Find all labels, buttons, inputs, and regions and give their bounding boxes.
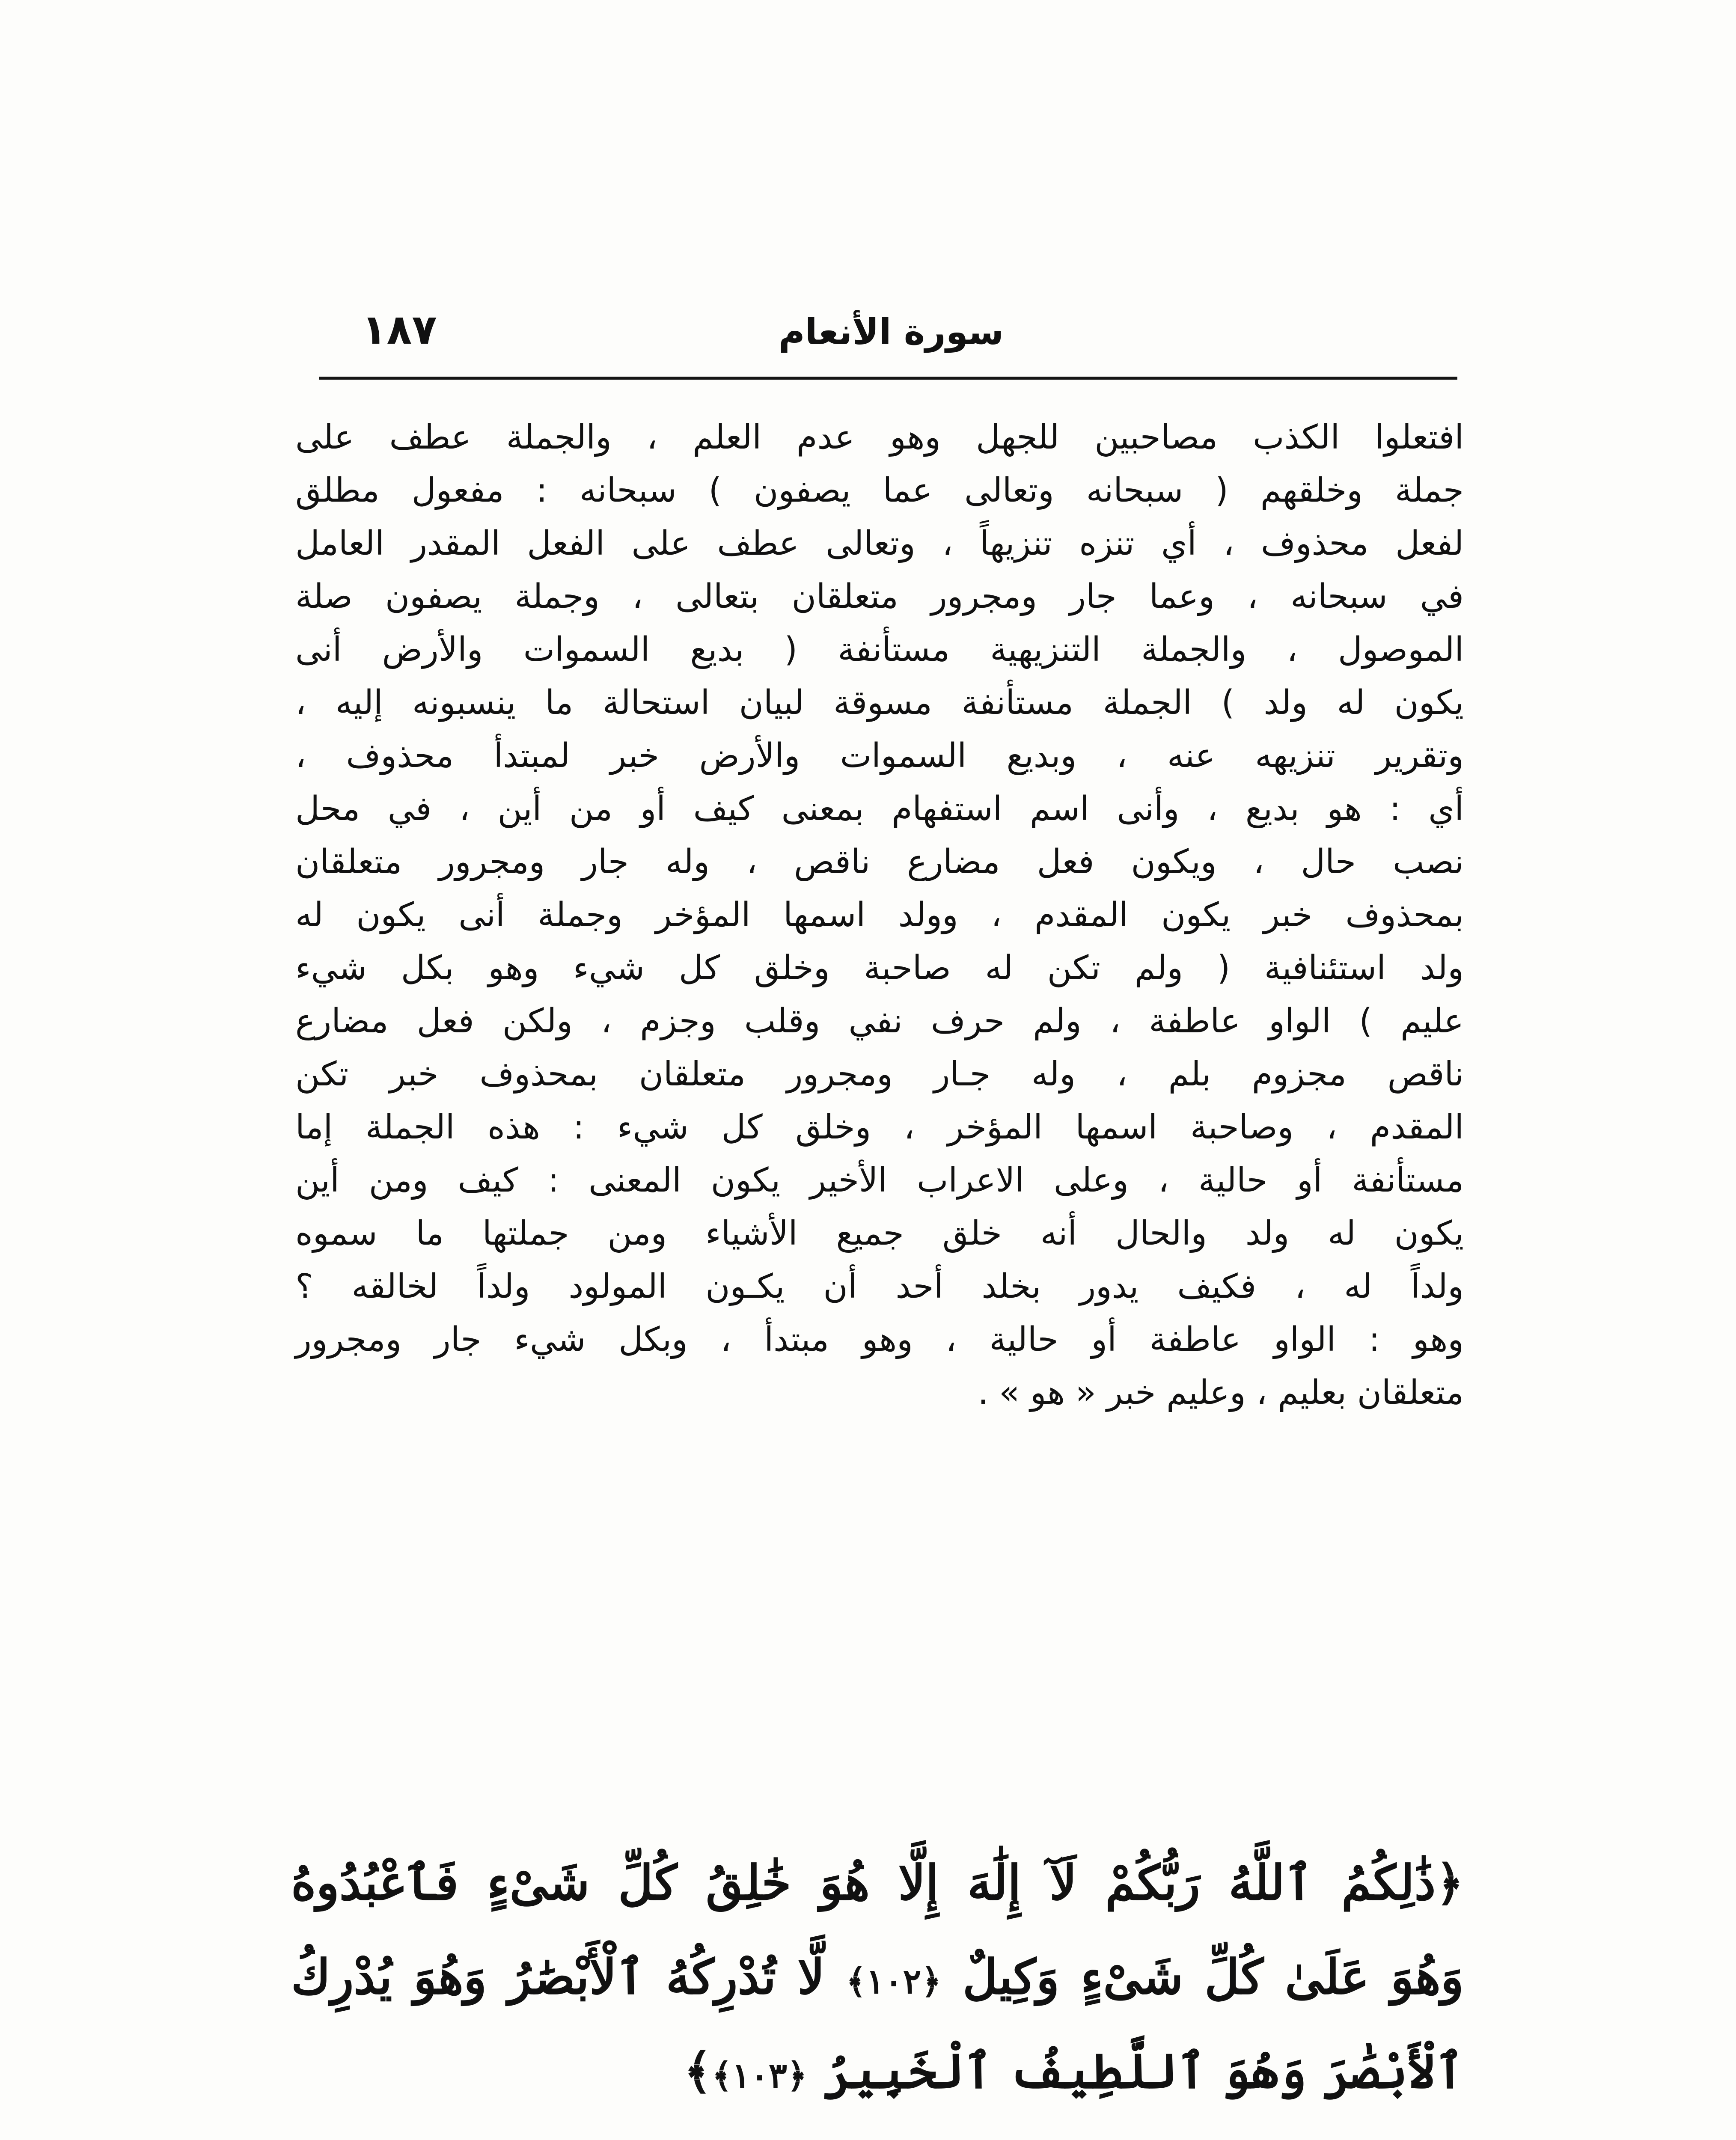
text-line: يكون له ولد والحال أنه خلق جميع الأشياء ومن جملتها ما سموه <box>295 1214 1464 1253</box>
text-line: المقدم ، وصاحبة اسمها المؤخر ، وخلق كل شيء : هذه الجملة إما <box>295 1108 1464 1147</box>
text-line: جملة وخلقهم ( سبحانه وتعالى عما يصفون ) سبحانه : مفعول مطلق <box>295 471 1464 510</box>
header-divider <box>319 377 1457 380</box>
verse-line-1: ﴿ذَٰلِكُمُ ٱللَّهُ رَبُّكُمْ لَآ إِلَٰهَ إِلَّا هُوَ خَٰلِقُ كُلِّ شَىْءٍ فَٱعْبُدُوهُ <box>291 1855 1464 1911</box>
text-line: في سبحانه ، وعما جار ومجرور متعلقان بتعالى ، وجملة يصفون صلة <box>295 577 1464 616</box>
text-line: بمحذوف خبر يكون المقدم ، وولد اسمها المؤخر وجملة أنى يكون له <box>295 896 1464 934</box>
verse-segment: لَّا تُدْرِكُهُ ٱلْأَبْصَٰرُ وَهُوَ يُدْرِكُ <box>291 1949 825 2005</box>
verse-segment: وَهُوَ عَلَىٰ كُلِّ شَىْءٍ وَكِيلٌ <box>963 1949 1464 2005</box>
text-line: نصب حال ، ويكون فعل مضارع ناقص ، وله جار ومجرور متعلقان <box>295 843 1464 881</box>
text-line: ولداً له ، فكيف يدور بخلد أحد أن يكـون المولود ولداً لخالقه ؟ <box>295 1267 1464 1306</box>
quran-verse-block <box>291 1836 1464 2119</box>
text-line: ناقص مجزوم بلم ، وله جـار ومجرور متعلقان بمحذوف خبر تكن <box>295 1055 1464 1094</box>
text-line: افتعلوا الكذب مصاحبين للجهل وهو عدم العلم ، والجملة عطف على <box>295 418 1464 457</box>
surah-title: سورة الأنعام <box>779 311 1004 353</box>
page-header <box>319 300 1457 364</box>
text-line: متعلقان بعليم ، وعليم خبر « هو » . <box>978 1373 1464 1412</box>
page-number: ١٨٧ <box>362 306 437 354</box>
ayah-number-marker: ﴿١٠٢﴾ <box>846 1961 942 2001</box>
text-line: ولد استئنافية ( ولم تكن له صاحبة وخلق كل شيء وهو بكل شيء <box>295 949 1464 987</box>
verse-line-2 <box>291 1930 1464 2024</box>
text-line: مستأنفة أو حالية ، وعلى الاعراب الأخير يكون المعنى : كيف ومن أين <box>295 1161 1464 1200</box>
text-line: وهو : الواو عاطفة أو حالية ، وهو مبتدأ ، وبكل شيء جار ومجرور <box>295 1320 1464 1359</box>
verse-closing-bracket: ﴾ <box>684 2043 712 2099</box>
text-line: الموصول ، والجملة التنزيهية مستأنفة ( بديع السموات والأرض أنى <box>295 630 1464 669</box>
text-line: وتقرير تنزيهه عنه ، وبديع السموات والأرض خبر لمبتدأ محذوف ، <box>295 737 1464 775</box>
verse-segment: ٱلْأَبْصَٰرَ وَهُوَ ٱللَّطِيفُ ٱلْخَبِيرُ <box>823 2043 1464 2099</box>
text-line: يكون له ولد ) الجملة مستأنفة مسوقة لبيان استحالة ما ينسبونه إليه ، <box>295 684 1464 722</box>
text-line: لفعل محذوف ، أي تنزه تنزيهاً ، وتعالى عطف على الفعل المقدر العامل <box>295 524 1464 563</box>
text-line: أي : هو بديع ، وأنى اسم استفهام بمعنى كيف أو من أين ، في محل <box>295 790 1464 828</box>
verse-line-3 <box>291 2024 1464 2119</box>
ayah-number-marker: ﴿١٠٣﴾ <box>712 2055 807 2095</box>
commentary-text <box>295 411 1464 1419</box>
text-line: عليم ) الواو عاطفة ، ولم حرف نفي وقلب وجزم ، ولكن فعل مضارع <box>295 1002 1464 1040</box>
